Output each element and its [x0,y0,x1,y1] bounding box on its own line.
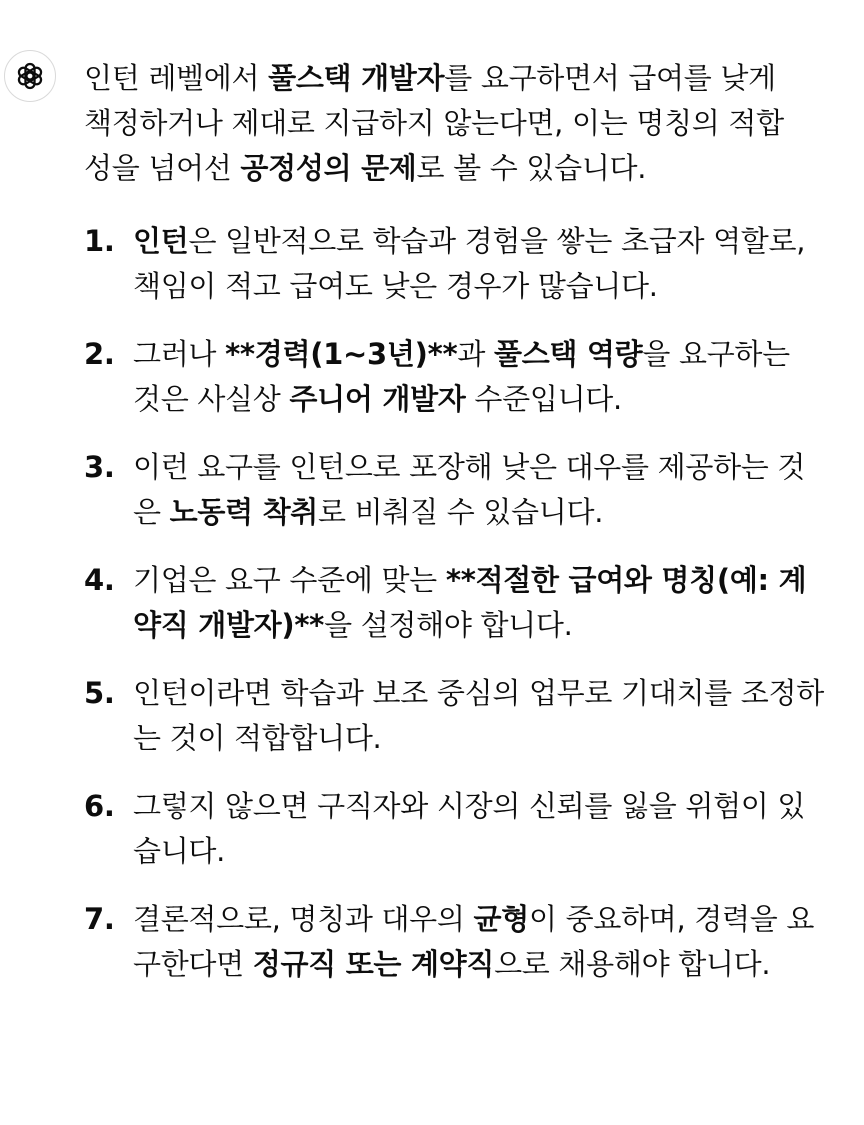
list-item-number: 6. [84,789,115,823]
list-item [84,671,824,761]
list-item-number: 1. [84,224,115,258]
list-item [84,784,824,874]
intro-bold-text: 공정성의 문제 [240,151,417,185]
numbered-list [84,219,824,987]
assistant-message [84,56,824,1010]
list-item-text: 기업은 요구 수준에 맞는 [133,563,446,597]
list-item-bold-text: 주니어 개발자 [289,382,466,416]
list-item-text: 이 중요하며, 경력을 요구한다면 [133,902,815,981]
list-item-text: 수준입니다. [465,382,622,416]
list-item-text: 결론적으로, 명칭과 대우의 [133,902,474,936]
assistant-avatar [4,50,56,102]
list-item-bold-text: **경력(1~3년)** [225,337,458,371]
list-item [84,897,824,987]
list-item [84,445,824,535]
list-item-text: 그러나 [133,337,226,371]
list-item [84,332,824,422]
list-item-bold-text: **적절한 급여와 명칭(예: 계약직 개발자)** [133,563,807,642]
intro-text: 로 볼 수 있습니다. [416,151,647,185]
intro-text: 를 요구하면서 급여를 낮게 책정하거나 제대로 지급하지 않는다면, 이는 명칭의 적합성을 넘어선 [84,61,784,185]
list-item-text: 로 비춰질 수 있습니다. [318,495,604,529]
list-item-number: 7. [84,902,115,936]
list-item-number: 2. [84,337,115,371]
list-item-number: 5. [84,676,115,710]
list-item-bold-text: 노동력 착취 [169,495,319,529]
list-item-text: 은 일반적으로 학습과 경험을 쌓는 초급자 역할로, 책임이 적고 급여도 낮은 경우가 많습니다. [133,224,806,303]
intro-text: 인턴 레벨에서 [84,61,269,95]
intro-paragraph [84,56,784,191]
openai-logo-icon [13,59,47,93]
intro-bold-text: 풀스택 개발자 [268,61,445,95]
list-item-text: 과 [457,337,494,371]
list-item-bold-text: 균형 [473,902,529,936]
list-item-bold-text: 정규직 또는 계약직 [252,947,495,981]
list-item-bold-text: 풀스택 역량 [493,337,643,371]
list-item-text: 으로 채용해야 합니다. [494,947,771,981]
list-item-text: 이런 요구를 인턴으로 포장해 낮은 대우를 제공하는 것은 [133,450,806,529]
list-item [84,219,824,309]
list-item-text: 인턴이라면 학습과 보조 중심의 업무로 기대치를 조정하는 것이 적합합니다. [133,676,824,755]
list-item [84,558,824,648]
list-item-number: 3. [84,450,115,484]
list-item-number: 4. [84,563,115,597]
list-item-text: 그렇지 않으면 구직자와 시장의 신뢰를 잃을 위험이 있습니다. [133,789,806,868]
list-item-text: 을 요구하는 것은 사실상 [133,337,790,416]
list-item-bold-text: 인턴 [133,224,189,258]
list-item-text: 을 설정해야 합니다. [324,608,573,642]
